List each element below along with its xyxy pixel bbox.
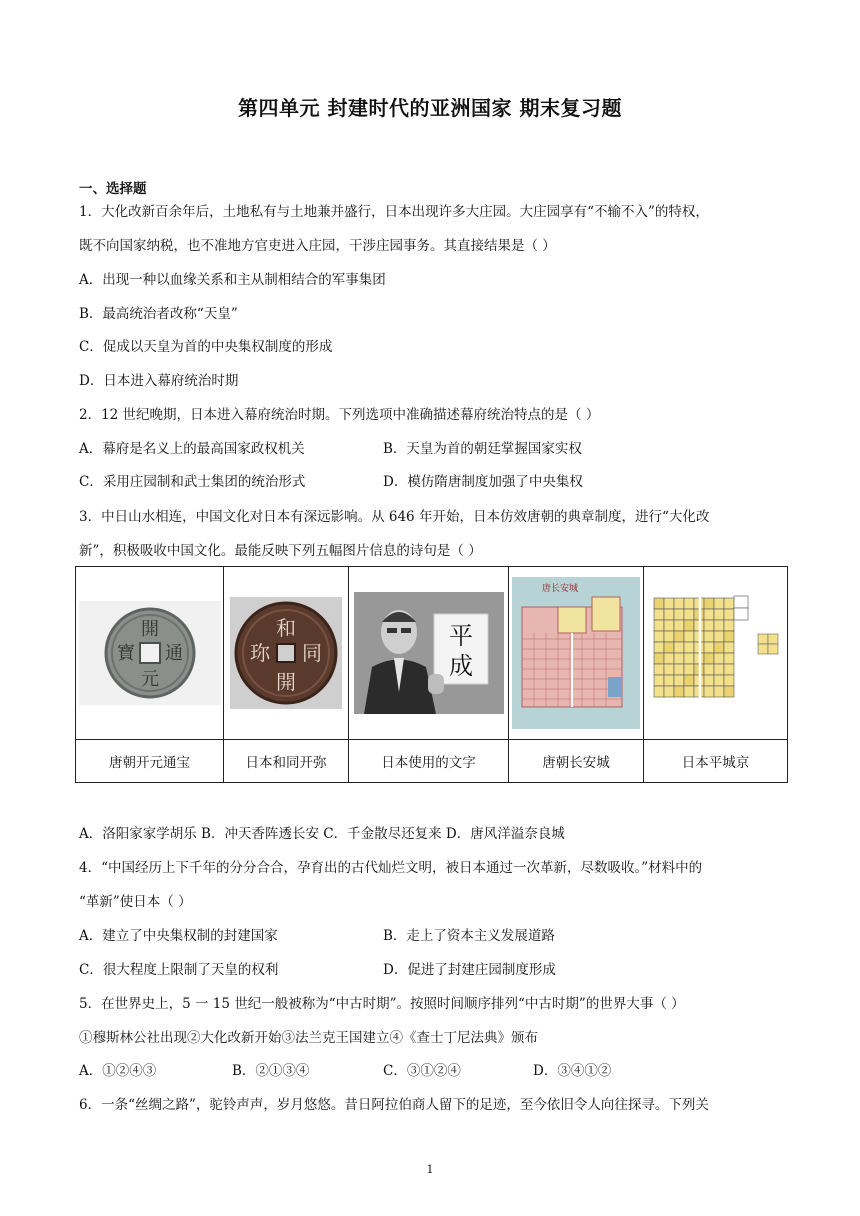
heijokyo-block xyxy=(674,642,684,653)
heijokyo-block xyxy=(704,664,714,675)
caption-heijokyo: 日本平城京 xyxy=(644,740,788,783)
heijokyo-block xyxy=(654,609,664,620)
heijokyo-block xyxy=(714,620,724,631)
q1-stem-line2: 既不向国家纳税，也不准地方官吏进入庄园，干涉庄园事务。其直接结果是（ ） xyxy=(79,238,556,254)
q5-option-a: A．①②④③ xyxy=(79,1063,157,1079)
q1-option-b: B．最高统治者改称“天皇” xyxy=(79,306,238,322)
heijokyo-block xyxy=(664,675,674,686)
heijokyo-block xyxy=(654,598,664,609)
heijokyo-block xyxy=(714,686,724,697)
q5-items: ①穆斯林公社出现②大化改新开始③法兰克王国建立④《查士丁尼法典》颁布 xyxy=(79,1030,538,1046)
heijokyo-block xyxy=(704,598,714,609)
heijokyo-block xyxy=(724,620,734,631)
heijokyo-block xyxy=(684,664,694,675)
heijokyo-block xyxy=(714,675,724,686)
heijokyo-block xyxy=(664,609,674,620)
picture-cell-changan-map xyxy=(509,567,644,740)
heijokyo-block xyxy=(714,642,724,653)
caption-changan: 唐朝长安城 xyxy=(509,740,644,783)
heijokyo-block xyxy=(684,642,694,653)
q1-stem-line1: 1．大化改新百余年后，土地私有与土地兼并盛行，日本出现许多大庄园。大庄园享有“不输不入”的特权， xyxy=(79,204,709,220)
heijokyo-block xyxy=(654,664,664,675)
heijokyo-block xyxy=(714,609,724,620)
caption-kaiyuan: 唐朝开元通宝 xyxy=(76,740,224,783)
q4-stem-line2: “革新”使日本（ ） xyxy=(79,894,192,910)
heijokyo-block xyxy=(674,609,684,620)
q3-stem-line1: 3．中日山水相连，中国文化对日本有深远影响。从 646 年开始，日本仿效唐朝的典章制度，进行“大化改 xyxy=(79,509,710,525)
q2-stem: 2．12 世纪晚期，日本进入幕府统治时期。下列选项中准确描述幕府统治特点的是（ ） xyxy=(79,407,600,423)
section-heading: 一、选择题 xyxy=(79,181,147,197)
heijokyo-block xyxy=(724,609,734,620)
heijokyo-block xyxy=(674,686,684,697)
picture-cell-heisei-photo xyxy=(349,567,509,740)
heijokyo-block xyxy=(724,664,734,675)
heijokyo-block xyxy=(684,620,694,631)
coin2-char-right: 同 xyxy=(302,641,322,665)
page-title: 第四单元 封建时代的亚洲国家 期末复习题 xyxy=(238,96,622,120)
heijokyo-block xyxy=(684,598,694,609)
coin1-char-top: 開 xyxy=(140,619,159,640)
coin1-char-right: 通 xyxy=(164,643,183,664)
heijokyo-block xyxy=(674,631,684,642)
page-number: 1 xyxy=(426,1163,434,1176)
heijokyo-block xyxy=(704,642,714,653)
q4-option-d: D．促进了封建庄园制度形成 xyxy=(383,962,556,978)
coin2-char-top: 和 xyxy=(276,616,296,640)
heijokyo-block xyxy=(714,631,724,642)
map-title: 唐长安城 xyxy=(542,584,579,594)
heijokyo-block xyxy=(664,598,674,609)
heijokyo-block xyxy=(684,609,694,620)
heijokyo-block xyxy=(684,686,694,697)
heijokyo-block xyxy=(714,664,724,675)
picture-table xyxy=(75,566,788,783)
q4-option-a: A．建立了中央集权制的封建国家 xyxy=(79,928,278,944)
q1-option-a: A．出现一种以血缘关系和主从制相结合的军事集团 xyxy=(79,272,386,288)
q2-option-c: C．采用庄园制和武士集团的统治形式 xyxy=(79,474,306,490)
q2-option-d: D．模仿隋唐制度加强了中央集权 xyxy=(383,474,583,490)
heijokyo-block xyxy=(724,642,734,653)
coin1-char-bottom: 元 xyxy=(140,669,159,690)
heijokyo-block xyxy=(704,631,714,642)
heijokyo-block xyxy=(724,631,734,642)
heijokyo-block xyxy=(704,653,714,664)
heijokyo-block xyxy=(714,598,724,609)
heijokyo-block xyxy=(674,620,684,631)
heijokyo-block xyxy=(704,609,714,620)
heijokyo-block xyxy=(674,675,684,686)
heijokyo-block xyxy=(654,631,664,642)
heijokyo-block xyxy=(684,675,694,686)
sign-char-1: 平 xyxy=(448,622,473,650)
heijokyo-block xyxy=(654,686,664,697)
coin1-char-left: 寶 xyxy=(116,643,135,664)
q5-stem: 5．在世界史上，5 一 15 世纪一般被称为“中古时期”。按照时间顺序排列“中古时期”的世界大事（ ） xyxy=(79,996,685,1012)
heijokyo-block xyxy=(724,686,734,697)
changan-map-image xyxy=(512,577,640,729)
q3-stem-line2: 新”，积极吸收中国文化。最能反映下列五幅图片信息的诗句是（ ） xyxy=(79,543,482,559)
heijokyo-block xyxy=(704,675,714,686)
heijokyo-block xyxy=(654,675,664,686)
q5-option-d: D．③④①② xyxy=(533,1063,612,1079)
q2-option-b: B．天皇为首的朝廷掌握国家实权 xyxy=(383,441,582,457)
heijokyo-map-image xyxy=(648,594,784,712)
wadokaichin-coin-image xyxy=(230,597,342,709)
heijokyo-grid xyxy=(654,598,734,697)
heijokyo-block xyxy=(654,642,664,653)
heijokyo-block xyxy=(664,642,674,653)
q4-option-c: C．很大程度上限制了天皇的权利 xyxy=(79,962,279,978)
q1-option-c: C．促成以天皇为首的中央集权制度的形成 xyxy=(79,339,333,355)
heijokyo-block xyxy=(674,664,684,675)
q6-stem-line1: 6．一条“丝绸之路”，驼铃声声，岁月悠悠。昔日阿拉伯商人留下的足迹，至今依旧令人向往探寻。下列关 xyxy=(79,1097,709,1113)
picture-cell-kaiyuan-coin xyxy=(76,567,224,740)
heijokyo-block xyxy=(664,620,674,631)
kaiyuan-coin-image xyxy=(79,601,221,705)
heijokyo-block xyxy=(664,686,674,697)
caption-japanese-script: 日本使用的文字 xyxy=(349,740,509,783)
heijokyo-block xyxy=(654,653,664,664)
coin2-char-left: 珎 xyxy=(250,641,270,665)
heijokyo-block xyxy=(684,653,694,664)
q5-option-c: C．③①②④ xyxy=(383,1063,461,1079)
q4-stem-line1: 4．“中国经历上下千年的分分合合，孕育出的古代灿烂文明，被日本通过一次革新，尽数吸收。”材料中的 xyxy=(79,860,703,876)
caption-wadokaichin: 日本和同开弥 xyxy=(224,740,349,783)
q5-option-b: B．②①③④ xyxy=(232,1063,310,1079)
heisei-photo-image xyxy=(354,592,504,714)
q4-option-b: B．走上了资本主义发展道路 xyxy=(383,928,555,944)
coin2-char-bottom: 開 xyxy=(276,670,296,694)
q2-option-a: A．幕府是名义上的最高国家政权机关 xyxy=(79,441,305,457)
heijokyo-block xyxy=(724,675,734,686)
heijokyo-block xyxy=(684,631,694,642)
heijokyo-block xyxy=(664,631,674,642)
q3-options: A．洛阳家家学胡乐 B．冲天香阵透长安 C．千金散尽还复来 D．唐风洋溢奈良城 xyxy=(79,826,565,842)
heijokyo-block xyxy=(714,653,724,664)
q1-option-d: D．日本进入幕府统治时期 xyxy=(79,373,239,389)
heijokyo-block xyxy=(664,664,674,675)
heijokyo-block xyxy=(654,620,664,631)
picture-cell-heijokyo-map xyxy=(644,567,788,740)
heijokyo-block xyxy=(674,653,684,664)
sign-char-2: 成 xyxy=(448,652,473,680)
heijokyo-block xyxy=(704,686,714,697)
heijokyo-block xyxy=(724,653,734,664)
heijokyo-block xyxy=(664,653,674,664)
heijokyo-block xyxy=(674,598,684,609)
heijokyo-block xyxy=(724,598,734,609)
picture-cell-wadokaichin-coin xyxy=(224,567,349,740)
heijokyo-block xyxy=(704,620,714,631)
